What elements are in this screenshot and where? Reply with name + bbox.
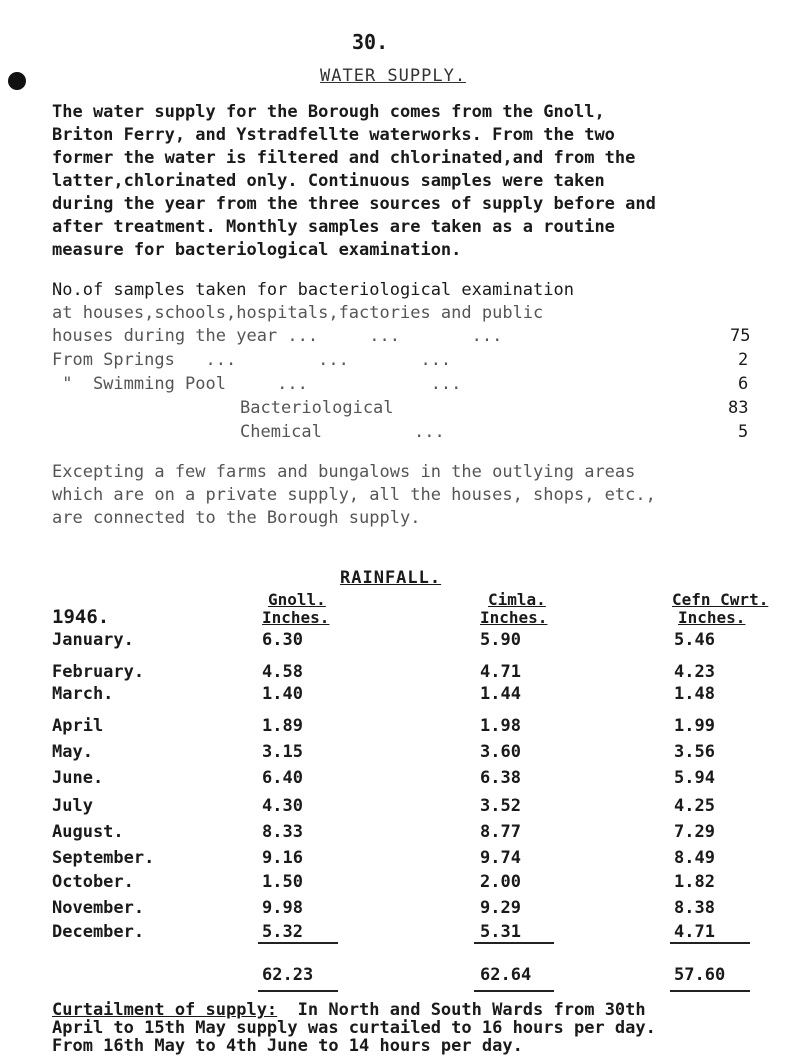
cimla-cell: 9.29 (480, 898, 521, 918)
month-cell: September. (52, 848, 155, 868)
col-cimla-unit: Inches. (480, 608, 548, 627)
samples-total-value: 75 (730, 326, 751, 346)
intro-line: latter,chlorinated only. Continuous samples were taken (52, 171, 605, 191)
month-cell: October. (52, 872, 134, 892)
gnoll-cell: 8.33 (262, 822, 303, 842)
table-row (52, 848, 772, 872)
cimla-cell: 5.31 (480, 922, 521, 942)
table-totals-row (52, 965, 772, 989)
cefn-cell: 4.23 (674, 662, 715, 682)
bacteriological-label: Bacteriological (240, 398, 394, 418)
col-cefn-unit: Inches. (678, 608, 746, 627)
table-year: 1946. (52, 606, 110, 628)
cefn-cell: 1.99 (674, 716, 715, 736)
table-row (52, 768, 772, 792)
rainfall-title: RAINFALL. (340, 568, 442, 588)
gnoll-total: 62.23 (262, 965, 314, 985)
gnoll-cell: 3.15 (262, 742, 303, 762)
month-cell: May. (52, 742, 93, 762)
page-number: 30. (352, 30, 389, 54)
cimla-cell: 2.00 (480, 872, 521, 892)
bacteriological-value: 83 (728, 398, 749, 418)
water-supply-title: WATER SUPPLY. (320, 66, 467, 86)
springs-label: From Springs ... ... ... (52, 350, 452, 370)
table-row (52, 898, 772, 922)
month-cell: February. (52, 662, 145, 682)
cefn-cell: 3.56 (674, 742, 715, 762)
samples-line: at houses,schools,hospitals,factories and public (52, 303, 544, 323)
pool-label: " Swimming Pool ... ... (52, 374, 462, 394)
col-cimla-name: Cimla. (488, 590, 546, 609)
samples-line: No.of samples taken for bacteriological examination (52, 280, 574, 300)
cimla-total: 62.64 (480, 965, 532, 985)
col-gnoll-name: Gnoll. (268, 590, 326, 609)
table-row (52, 684, 772, 708)
table-row (52, 716, 772, 740)
gnoll-cell: 6.40 (262, 768, 303, 788)
springs-value: 2 (738, 350, 749, 370)
subtotal-rule (474, 942, 554, 944)
curtailment-label: Curtailment of supply: (52, 1000, 278, 1020)
gnoll-cell: 1.40 (262, 684, 303, 704)
month-cell: April (52, 716, 104, 736)
month-cell: November. (52, 898, 145, 918)
cefn-cell: 8.38 (674, 898, 715, 918)
cimla-cell: 9.74 (480, 848, 521, 868)
cefn-cell: 1.48 (674, 684, 715, 704)
chemical-value: 5 (738, 422, 749, 442)
subtotal-rule (258, 942, 338, 944)
month-cell: January. (52, 630, 134, 650)
gnoll-cell: 4.58 (262, 662, 303, 682)
month-cell: June. (52, 768, 104, 788)
month-cell: July (52, 796, 93, 816)
cefn-cell: 5.46 (674, 630, 715, 650)
gnoll-cell: 1.50 (262, 872, 303, 892)
gnoll-cell: 6.30 (262, 630, 303, 650)
month-cell: December. (52, 922, 145, 942)
table-row (52, 822, 772, 846)
intro-line: during the year from the three sources of supply before and (52, 194, 656, 214)
table-row (52, 796, 772, 820)
subtotal-rule (670, 942, 750, 944)
samples-line: houses during the year ... ... ... (52, 326, 503, 346)
cefn-cell: 1.82 (674, 872, 715, 892)
intro-line: former the water is filtered and chlorinated,and from the (52, 148, 636, 168)
total-rule (670, 990, 750, 992)
cefn-total: 57.60 (674, 965, 726, 985)
curtailment-line: From 16th May to 4th June to 14 hours per day. (52, 1036, 523, 1056)
table-row (52, 872, 772, 896)
cimla-cell: 3.52 (480, 796, 521, 816)
cimla-cell: 6.38 (480, 768, 521, 788)
total-rule (474, 990, 554, 992)
table-row (52, 742, 772, 766)
cimla-cell: 1.98 (480, 716, 521, 736)
intro-line: measure for bacteriological examination. (52, 240, 462, 260)
cefn-cell: 4.71 (674, 922, 715, 942)
curtailment-line: April to 15th May supply was curtailed to 16 hours per day. (52, 1018, 656, 1038)
month-cell: August. (52, 822, 124, 842)
cimla-cell: 4.71 (480, 662, 521, 682)
gnoll-cell: 4.30 (262, 796, 303, 816)
col-cefn-name: Cefn Cwrt. (672, 590, 769, 609)
cefn-cell: 4.25 (674, 796, 715, 816)
intro-line: after treatment. Monthly samples are taken as a routine (52, 217, 615, 237)
cimla-cell: 3.60 (480, 742, 521, 762)
cefn-cell: 8.49 (674, 848, 715, 868)
col-gnoll-unit: Inches. (262, 608, 330, 627)
month-cell: March. (52, 684, 114, 704)
cefn-cell: 7.29 (674, 822, 715, 842)
gnoll-cell: 1.89 (262, 716, 303, 736)
intro-line: Briton Ferry, and Ystradfellte waterworks. From the two (52, 125, 615, 145)
pool-value: 6 (738, 374, 749, 394)
cimla-cell: 5.90 (480, 630, 521, 650)
cimla-cell: 1.44 (480, 684, 521, 704)
chemical-label: Chemical ... (240, 422, 445, 442)
total-rule (258, 990, 338, 992)
table-row (52, 662, 772, 686)
curtailment-text: In North and South Wards from 30th (277, 1000, 646, 1020)
excepting-line: Excepting a few farms and bungalows in the outlying areas (52, 462, 636, 482)
gnoll-cell: 9.98 (262, 898, 303, 918)
punch-hole-icon (8, 72, 26, 90)
gnoll-cell: 5.32 (262, 922, 303, 942)
gnoll-cell: 9.16 (262, 848, 303, 868)
intro-line: The water supply for the Borough comes from the Gnoll, (52, 102, 605, 122)
table-row (52, 922, 772, 946)
cimla-cell: 8.77 (480, 822, 521, 842)
excepting-line: are connected to the Borough supply. (52, 508, 421, 528)
table-row (52, 630, 772, 654)
cefn-cell: 5.94 (674, 768, 715, 788)
curtailment-line (52, 1000, 646, 1020)
excepting-line: which are on a private supply, all the houses, shops, etc., (52, 485, 656, 505)
